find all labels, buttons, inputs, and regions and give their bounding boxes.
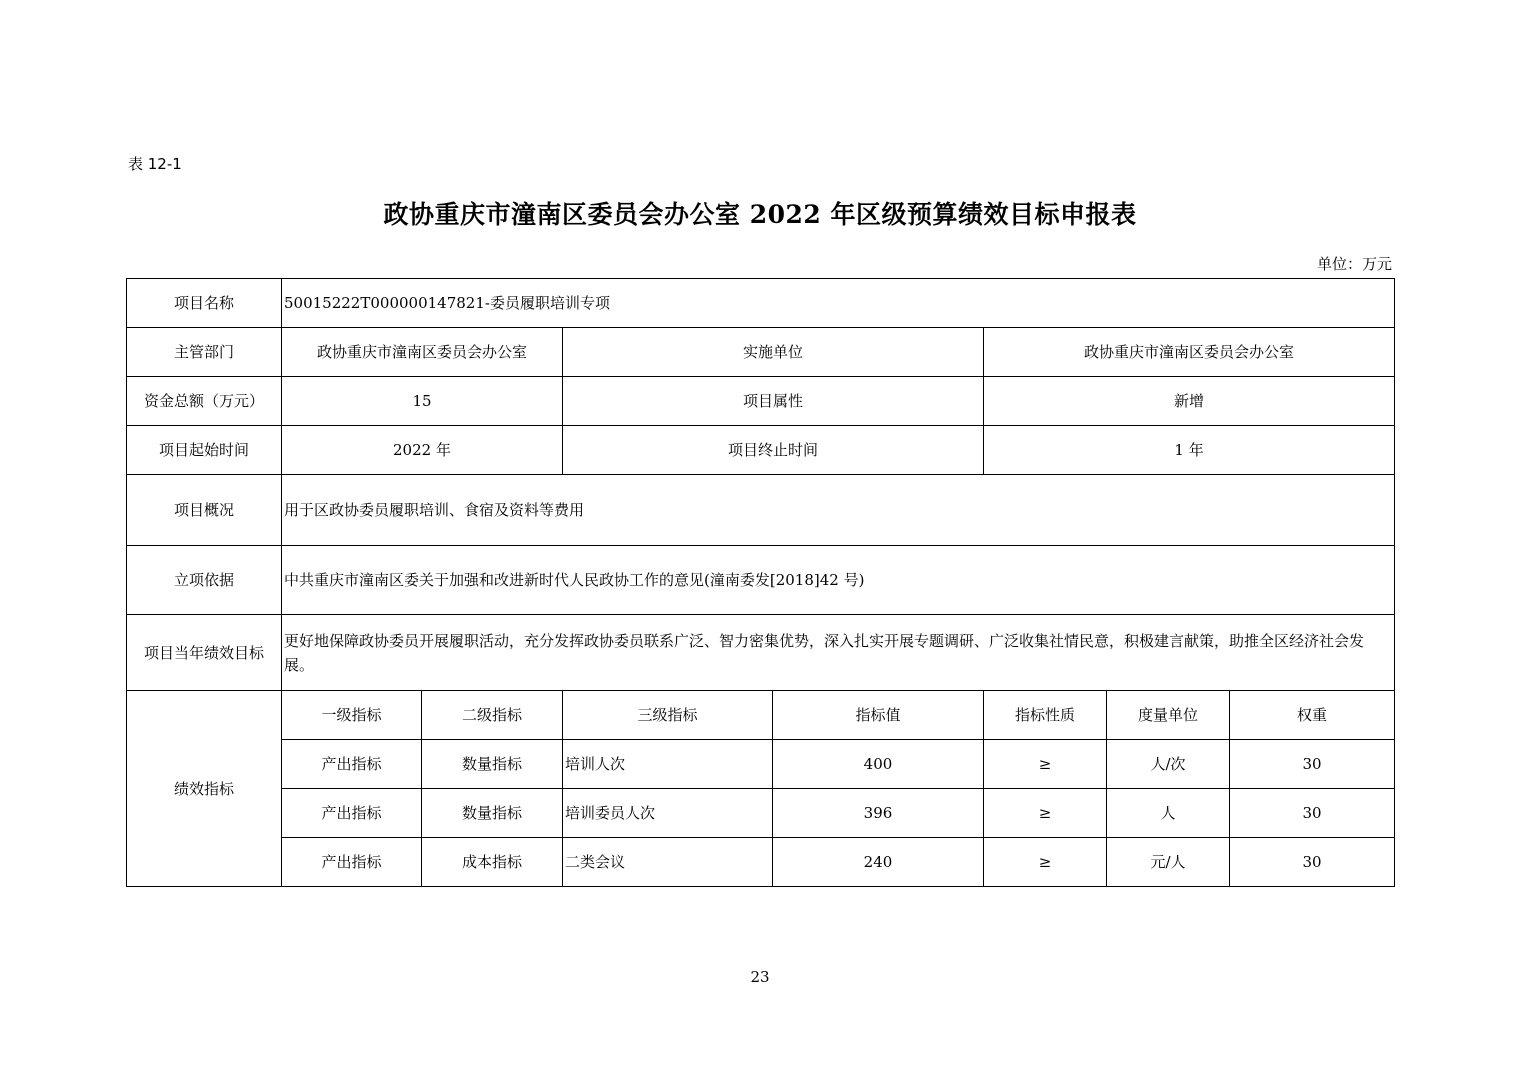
indicator-value: 396 [773, 789, 984, 838]
indicator-weight: 30 [1230, 789, 1395, 838]
end-value: 1 年 [984, 426, 1395, 475]
indicator-level2: 数量指标 [422, 789, 563, 838]
header-unit: 度量单位 [1107, 691, 1230, 740]
header-level1: 一级指标 [282, 691, 422, 740]
indicators-section-label: 绩效指标 [127, 691, 282, 887]
dept-label: 主管部门 [127, 328, 282, 377]
indicator-level1: 产出指标 [282, 740, 422, 789]
row-time [127, 426, 1395, 475]
start-value: 2022 年 [282, 426, 563, 475]
indicator-nature: ≥ [984, 789, 1107, 838]
row-funds [127, 377, 1395, 426]
row-goal [127, 615, 1395, 691]
header-level2: 二级指标 [422, 691, 563, 740]
indicator-row [127, 838, 1395, 887]
start-label: 项目起始时间 [127, 426, 282, 475]
indicator-unit: 元/人 [1107, 838, 1230, 887]
end-label: 项目终止时间 [563, 426, 984, 475]
indicator-value: 400 [773, 740, 984, 789]
overview-label: 项目概况 [127, 475, 282, 546]
basis-label: 立项依据 [127, 546, 282, 615]
project-name-label: 项目名称 [127, 279, 282, 328]
row-project-name [127, 279, 1395, 328]
funds-label: 资金总额（万元） [127, 377, 282, 426]
overview-value: 用于区政协委员履职培训、食宿及资料等费用 [282, 475, 1395, 546]
unit-note: 单位：万元 [1316, 255, 1392, 273]
row-department [127, 328, 1395, 377]
budget-performance-table [126, 278, 1395, 887]
indicator-nature: ≥ [984, 740, 1107, 789]
indicator-weight: 30 [1230, 740, 1395, 789]
indicator-value: 240 [773, 838, 984, 887]
indicator-level1: 产出指标 [282, 838, 422, 887]
attr-label: 项目属性 [563, 377, 984, 426]
impl-unit-label: 实施单位 [563, 328, 984, 377]
funds-value: 15 [282, 377, 563, 426]
project-name-value: 50015222T000000147821-委员履职培训专项 [282, 279, 1395, 328]
header-nature: 指标性质 [984, 691, 1107, 740]
indicator-level2: 数量指标 [422, 740, 563, 789]
row-overview [127, 475, 1395, 546]
indicator-level3: 二类会议 [563, 838, 773, 887]
header-level3: 三级指标 [563, 691, 773, 740]
indicator-row [127, 789, 1395, 838]
indicator-nature: ≥ [984, 838, 1107, 887]
document-title: 政协重庆市潼南区委员会办公室 2022 年区级预算绩效目标申报表 [383, 200, 1137, 229]
table-number-label: 表 12-1 [128, 155, 182, 173]
impl-unit-value: 政协重庆市潼南区委员会办公室 [984, 328, 1395, 377]
dept-value: 政协重庆市潼南区委员会办公室 [282, 328, 563, 377]
page-number: 23 [750, 968, 770, 986]
indicator-row [127, 740, 1395, 789]
goal-value: 更好地保障政协委员开展履职活动，充分发挥政协委员联系广泛、智力密集优势，深入扎实开展专题调研、广泛收集社情民意，积极建言献策，助推全区经济社会发展。 [282, 615, 1395, 691]
goal-label: 项目当年绩效目标 [127, 615, 282, 691]
indicator-header-row [127, 691, 1395, 740]
indicator-level3: 培训人次 [563, 740, 773, 789]
header-weight: 权重 [1230, 691, 1395, 740]
basis-value: 中共重庆市潼南区委关于加强和改进新时代人民政协工作的意见(潼南委发[2018]42 号) [282, 546, 1395, 615]
indicator-level2: 成本指标 [422, 838, 563, 887]
indicator-unit: 人/次 [1107, 740, 1230, 789]
indicator-level1: 产出指标 [282, 789, 422, 838]
attr-value: 新增 [984, 377, 1395, 426]
indicator-weight: 30 [1230, 838, 1395, 887]
row-basis [127, 546, 1395, 615]
header-value: 指标值 [773, 691, 984, 740]
indicator-level3: 培训委员人次 [563, 789, 773, 838]
indicator-unit: 人 [1107, 789, 1230, 838]
